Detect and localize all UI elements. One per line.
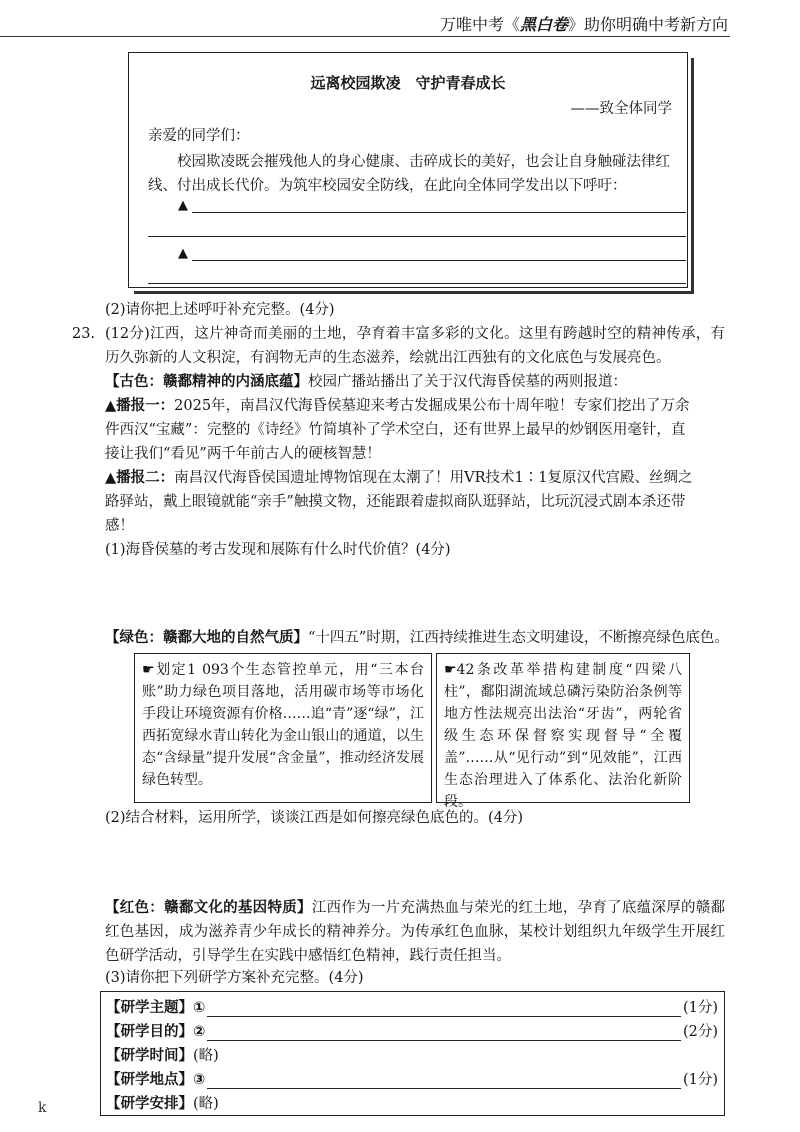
plan-points: (1分) (682, 1000, 718, 1016)
margin-mark: k (38, 1100, 47, 1116)
bullet-triangle-icon: ▲ (178, 246, 188, 261)
broadcast-1-label: ▲播报一： (105, 398, 175, 414)
appeal-blank-2-line2[interactable] (148, 283, 686, 284)
plan-row-location[interactable] (106, 1068, 718, 1089)
bullet-triangle-icon: ▲ (178, 198, 188, 213)
material-box-2: ☛42条改革举措构建制度“四梁八柱”，鄱阳湖流域总磷污染防治条例等地方性法规亮出法治“牙齿”，两轮省级生态环保督察实现督导“全覆盖”……从“见行动”到“见效能”，江西生态治理进入了体系化、法治化新阶段。 (436, 653, 690, 803)
letter-body: 校园欺凌既会摧残他人的身心健康、击碎成长的美好，也会让自身触碰法律红线、付出成长代价。为筑牢校园安全防线，在此向全体同学发出以下呼吁： (148, 154, 670, 194)
question-23-1: (1)海昏侯墓的考古发现和展陈有什么时代价值？(4分) (105, 542, 451, 558)
plan-points: (1分) (682, 1072, 718, 1088)
plan-label: 【研学安排】 (106, 1096, 193, 1112)
question-23-intro: (12分)江西，这片神奇而美丽的土地，孕育着丰富多彩的文化。这里有跨越时空的精神传承，有历久弥新的人文积淀，有润物无声的生态滋养，绘就出江西独有的文化底色与发展亮色。 (105, 326, 725, 366)
header-rule (0, 36, 730, 37)
plan-points: (2分) (682, 1024, 718, 1040)
broadcast-1 (105, 394, 695, 466)
appeal-blank-1-line2[interactable] (148, 236, 686, 237)
gu-tag: 【古色：赣鄱精神的内涵底蕴】 (105, 374, 308, 390)
letter-greeting: 亲爱的同学们： (148, 128, 250, 144)
plan-row-schedule (106, 1092, 718, 1113)
question-23-3: (3)请你把下列研学方案补充完整。(4分) (105, 970, 364, 986)
broadcast-2-text: 南昌汉代海昏侯国遗址博物馆现在太潮了！用VR技术1∶1复原汉代宫殿、丝绸之路驿站，戴上眼镜就能“亲手”触摸文物，还能跟着虚拟商队逛驿站，比玩沉浸式剧本杀还带感！ (105, 470, 693, 534)
question-23-number: 23. (72, 326, 96, 342)
letter-recipient: ——致全体同学 (570, 101, 672, 117)
lv-section-heading (105, 626, 730, 650)
answer-line[interactable] (207, 1027, 681, 1041)
broadcast-2 (105, 466, 695, 538)
hong-text: 江西作为一片充满热血与荣光的红土地，孕育了底蕴深厚的赣鄱红色基因，成为滋养青少年成长的精神养分。为传承红色血脉，某校计划组织九年级学生开展红色研学活动，引导学生在实践中感悟红色精神，践行责任担当。 (105, 900, 726, 964)
page-header (440, 12, 728, 35)
material-box-1: ☛划定1 093个生态管控单元，用“三本台账”助力绿色项目落地，活用碳市场等市场化手段让环境资源有价格……追“青”逐“绿”，江西拓宽绿水青山转化为金山银山的通道，以生态“含绿量”提升发展“含金量”，推动经济发展绿色转型。 (134, 653, 432, 803)
lv-text: “十四五”时期，江西持续推进生态文明建设，不断擦亮绿色底色。 (308, 630, 729, 646)
answer-line[interactable] (207, 1003, 681, 1017)
plan-label: 【研学目的】② (106, 1024, 206, 1040)
gu-text: 校园广播站播出了关于汉代海昏侯墓的两则报道： (308, 374, 627, 390)
letter-title: 远离校园欺凌 守护青春成长 (310, 74, 506, 92)
hong-tag: 【红色：赣鄱文化的基因特质】 (105, 900, 312, 916)
header-suffix: 》助你明确中考新方向 (567, 15, 728, 34)
plan-note: (略) (193, 1048, 219, 1064)
plan-label: 【研学时间】 (106, 1048, 193, 1064)
question-22-2: (2)请你把上述呼吁补充完整。(4分) (105, 302, 335, 318)
appeal-blank-2[interactable] (178, 246, 686, 261)
header-prefix: 万唯中考《 (439, 15, 520, 34)
header-brand: 黑白卷 (519, 15, 568, 34)
hong-section (105, 896, 725, 968)
plan-row-purpose[interactable] (106, 1020, 718, 1041)
plan-row-time (106, 1044, 718, 1065)
plan-label: 【研学主题】① (106, 1000, 206, 1016)
question-23-2: (2)结合材料，运用所学，谈谈江西是如何擦亮绿色底色的。(4分) (105, 810, 524, 826)
gu-section-heading (105, 370, 725, 394)
plan-row-theme[interactable] (106, 996, 718, 1017)
lv-tag: 【绿色：赣鄱大地的自然气质】 (105, 630, 308, 646)
answer-line[interactable] (207, 1075, 681, 1089)
plan-label: 【研学地点】③ (106, 1072, 206, 1088)
plan-note: (略) (193, 1096, 219, 1112)
appeal-blank-1[interactable] (178, 198, 686, 213)
broadcast-1-text: 2025年，南昌汉代海昏侯墓迎来考古发掘成果公布十周年啦！专家们挖出了万余件西汉“宝藏”：完整的《诗经》竹简填补了学术空白，还有世界上最早的炒钢医用毫针，直接让我们“看见”两千年前古人的硬核智慧！ (105, 398, 690, 462)
broadcast-2-label: ▲播报二： (105, 470, 175, 486)
